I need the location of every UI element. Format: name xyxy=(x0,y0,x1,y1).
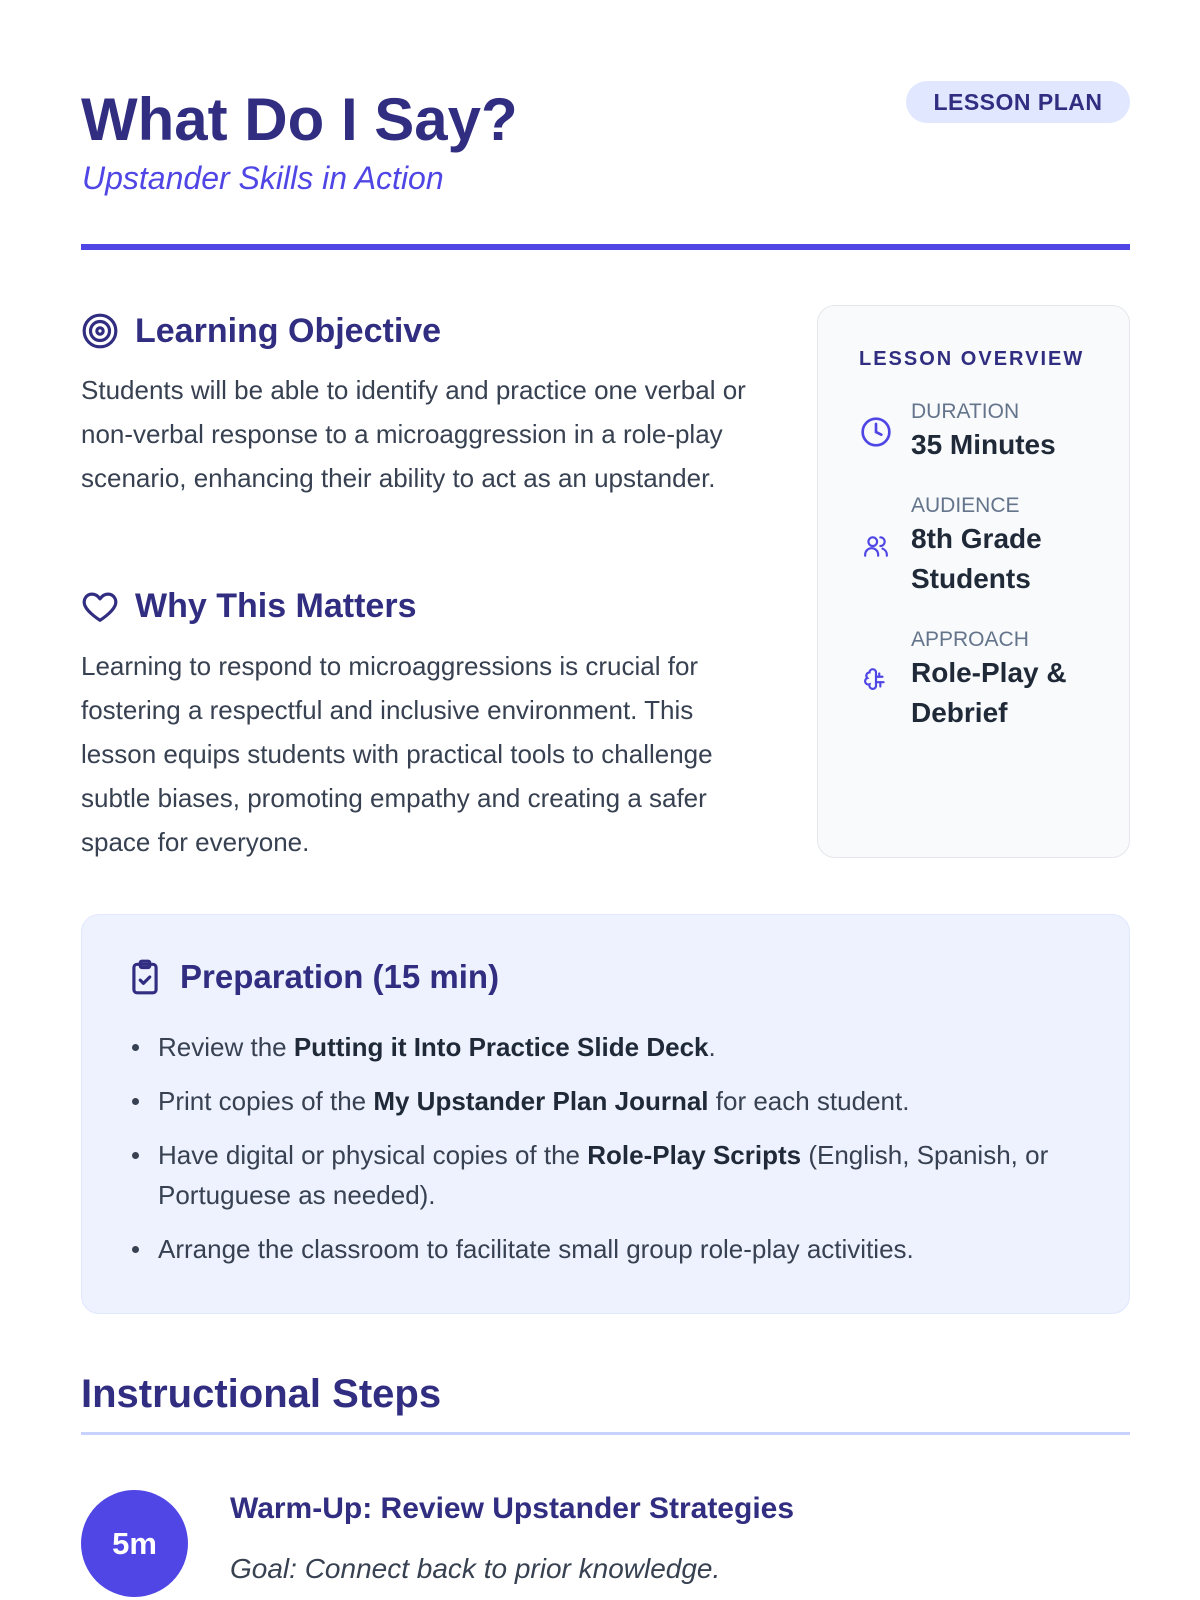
approach-label: APPROACH xyxy=(911,628,1029,651)
clock-icon xyxy=(860,416,892,448)
page-subtitle: Upstander Skills in Action xyxy=(82,160,444,196)
objective-heading: Learning Objective xyxy=(135,312,442,350)
overview-title: LESSON OVERVIEW xyxy=(859,348,1085,370)
audience-label: AUDIENCE xyxy=(911,494,1020,517)
overview-approach xyxy=(859,627,1096,733)
steps-divider xyxy=(81,1432,1130,1435)
heart-icon xyxy=(81,587,119,625)
clipboard-check-icon xyxy=(126,958,164,996)
step-duration-badge: 5m xyxy=(81,1490,188,1597)
approach-value: Role-Play & Debrief xyxy=(911,657,1067,728)
prep-item: Print copies of the My Upstander Plan Journal for each student. xyxy=(126,1081,1086,1121)
preparation-header xyxy=(126,957,499,997)
preparation-list xyxy=(126,1027,1086,1283)
prep-item: Have digital or physical copies of the Role-Play Scripts (English, Spanish, or Portuguese as needed). xyxy=(126,1135,1086,1215)
overview-duration xyxy=(859,399,1096,465)
page-title: What Do I Say? xyxy=(81,86,518,153)
duration-label: DURATION xyxy=(911,400,1020,423)
preparation-panel xyxy=(81,914,1130,1314)
objective-text: Students will be able to identify and practice one verbal or non-verbal response to a microaggression in a role-play scenario, enhancing their ability to act as an upstander. xyxy=(81,375,746,493)
prep-item: Review the Putting it Into Practice Slide Deck. xyxy=(126,1027,1086,1067)
overview-audience xyxy=(859,493,1096,599)
audience-value: 8th Grade Students xyxy=(911,523,1042,594)
brain-icon xyxy=(863,667,889,693)
step-goal: Goal: Connect back to prior knowledge. xyxy=(230,1553,721,1584)
prep-item: Arrange the classroom to facilitate small group role-play activities. xyxy=(126,1229,1086,1269)
objective-header xyxy=(81,311,441,351)
why-header xyxy=(81,586,416,626)
steps-heading: Instructional Steps xyxy=(81,1372,442,1416)
why-text: Learning to respond to microaggressions is crucial for fostering a respectful and inclusive environment. This lesson equips students with practical tools to challenge subtle biases, promoting empathy and creating a safer space for everyone. xyxy=(81,651,713,857)
header-divider xyxy=(81,244,1130,250)
lesson-plan-badge: LESSON PLAN xyxy=(906,81,1130,123)
why-heading: Why This Matters xyxy=(135,587,417,625)
lesson-overview-card xyxy=(817,305,1130,858)
duration-value: 35 Minutes xyxy=(911,429,1056,460)
step-title: Warm-Up: Review Upstander Strategies xyxy=(230,1492,795,1525)
target-icon xyxy=(81,312,119,350)
users-icon xyxy=(863,533,889,559)
preparation-heading: Preparation (15 min) xyxy=(180,958,500,995)
